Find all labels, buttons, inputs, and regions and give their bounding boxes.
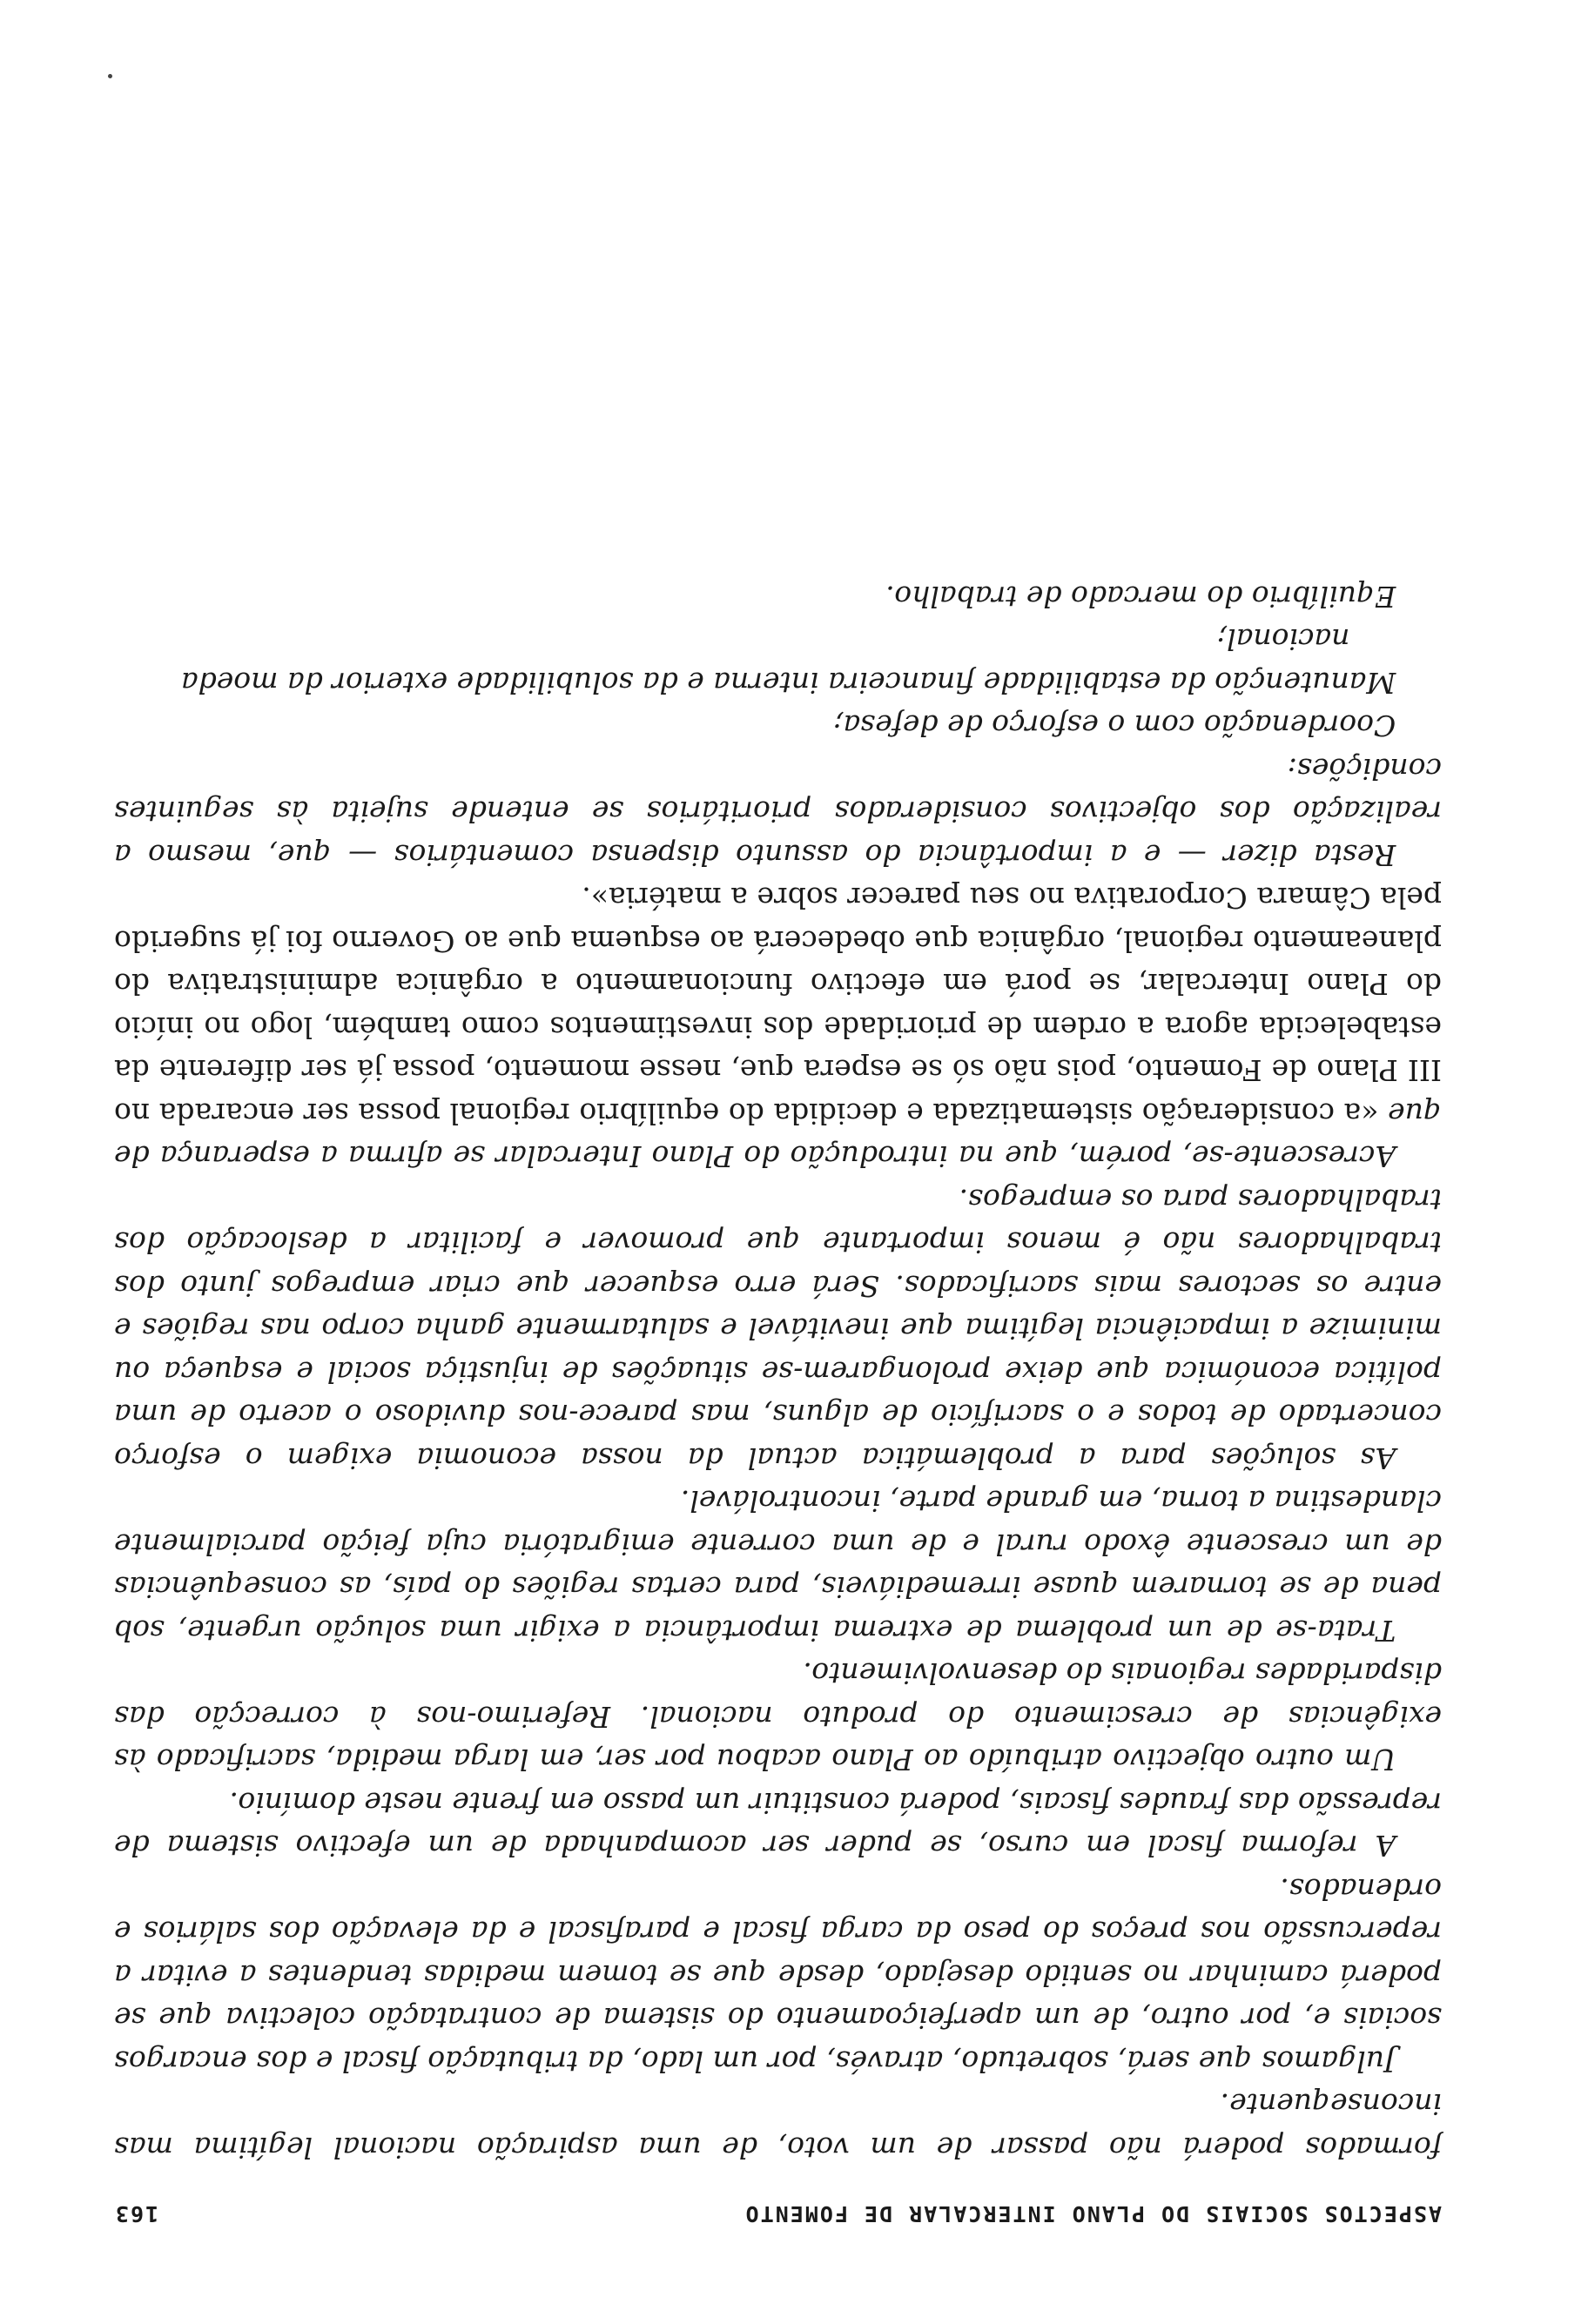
condition-item: Coordenação com o esforço de defesa; xyxy=(833,709,1396,743)
body-text xyxy=(114,575,1442,2170)
running-title: ASPECTOS SOCIAIS DO PLANO INTERCALAR DE FOMENTO xyxy=(744,2201,1442,2227)
paragraph: Resta dizer — e a importância do assunto dispensa comentários — que, mesmo a realização dos objectivos considerados prioritários se entende sujeita às seguintes condições: xyxy=(114,752,1442,872)
paragraph: As soluções para a problemática actual da nossa economia exigem o esforço concertado de todos e o sacrifício de alguns, mas parece-nos duvidoso o acerto de uma política económica que deixe prolongarem-se situações de injustiça social e esqueça ou minimize a impaciência legítima que inevitável e salutarmente ganha corpo nas regiões e entre os sectores mais sacrificados. Será erro esquecer que criar empregos junto dos trabalhadores não é menos importante que promover e facilitar a deslocação dos trabalhadores para os empregos. xyxy=(114,1183,1442,1475)
paragraph: A reforma fiscal em curso, se puder ser acompanhada de um efectivo sistema de repressão das fraudes fiscais, poderá constituir um passo em frente neste domínio. xyxy=(114,1786,1442,1864)
paragraph-lead: Acrescente-se, porém, que na introdução do Plano Intercalar se afirma a esperança de que xyxy=(114,1097,1442,1174)
paragraph: Julgamos que será, sobretudo, através, por um lado, da tributação fiscal e dos encargos sociais e, por outro, de um aperfeiçoamento do sistema de contratação colectiva que se poderá caminhar no sentido desejado, desde que se tomem medidas tendentes a evitar a repercussão nos preços do peso da carga fiscal e parafiscal e da elevação dos salários e ordenados. xyxy=(114,1872,1442,2079)
conditions-list xyxy=(114,575,1442,748)
paragraph-with-quote xyxy=(114,877,1442,1179)
page-number: 163 xyxy=(114,2201,159,2227)
plan-quote: «a consideração sistematizada e decidida do equilíbrio regional possa ser encarada no III Plano de Fomento, pois não só se espera que, nesse momento, possa já ser diferente da estabelecida agora a ordem de prioridade dos investimentos como também, logo no início do Plano Intercalar, se porá em efectivo funcionamento a orgânica administrativa do planeamento regional, orgânica que obedecerá ao esquema que ao Governo foi já sugerido pela Câmara Corporativa no seu parecer sobre a matéria». xyxy=(113,881,1442,1131)
condition-item: Manutenção da estabilidade financeira interna e da solubilidade exterior da moeda nacional; xyxy=(180,622,1396,700)
condition-item: Equilíbrio do mercado de trabalho. xyxy=(885,580,1396,614)
paragraph: formados poderá não passar de um voto, de uma aspiração nacional legítima mas inconsequente. xyxy=(114,2087,1442,2165)
running-head xyxy=(114,2201,1442,2227)
scan-speck xyxy=(108,74,112,78)
paragraph: Um outro objectivo atribuído ao Plano acabou por ser, em larga medida, sacrificado às exigências de crescimento do produto nacional. Referimo-nos à correcção das disparidades regionais do desenvolvimento. xyxy=(114,1656,1442,1777)
paragraph: Trata-se de um problema de extrema importância a exigir uma solução urgente, sob pena de se tornarem quase irremediáveis, para certas regiões do país, as consequências de um crescente êxodo rural e de uma corrente emigratória cuja feição parcialmente clandestina a torna, em grande parte, incontrolável. xyxy=(114,1484,1442,1648)
